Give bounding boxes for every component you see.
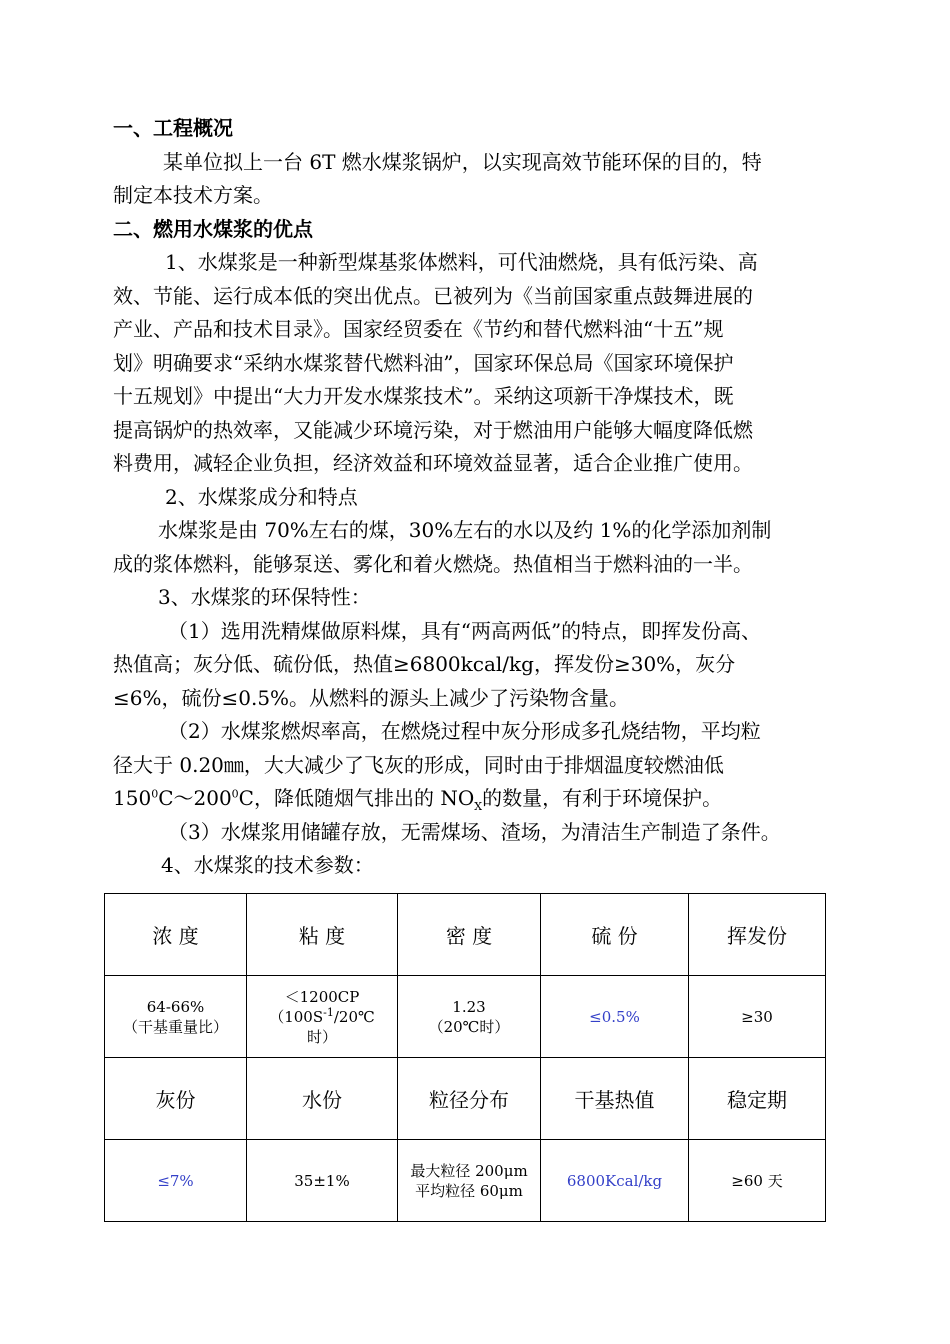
table-row — [105, 1140, 826, 1222]
paragraph-line: 十五规划》中提出“大力开发水煤浆技术”。采纳这项新干净煤技术，既 — [113, 384, 734, 408]
header-sulfur: 硫 份 — [541, 894, 689, 976]
cell-particle-size: 最大粒径 200μm 平均粒径 60μm — [398, 1140, 541, 1222]
overview-paragraph-line: 某单位拟上一台 6T 燃水煤浆锅炉，以实现高效节能环保的目的，特 — [163, 149, 762, 174]
cell-ash: ≤7% — [105, 1140, 247, 1222]
paragraph-line: 效、节能、运行成本低的突出优点。已被列为《当前国家重点鼓舞进展的 — [113, 283, 753, 308]
advantage-item-1 — [113, 246, 838, 481]
paragraph-line: 水煤浆是由 70%左右的煤，30%左右的水以及约 1%的化学添加剂制 — [158, 518, 772, 542]
section-heading-advantages: 二、燃用水煤浆的优点 — [113, 216, 313, 241]
table-header-row — [105, 1058, 826, 1140]
table-row — [105, 976, 826, 1058]
section-heading-overview: 一、工程概况 — [113, 116, 233, 140]
cell-volatile: ≥30 — [689, 976, 826, 1058]
cell-concentration: 64-66% （干基重量比） — [105, 976, 247, 1058]
cell-heat-value: 6800Kcal/kg — [541, 1140, 689, 1222]
cell-sulfur: ≤0.5% — [541, 976, 689, 1058]
advantage-item-3-title: 3、水煤浆的环保特性： — [158, 585, 371, 609]
header-viscosity: 粘 度 — [247, 894, 398, 976]
paragraph-line: 料费用，减轻企业负担，经济效益和环境效益显著，适合企业推广使用。 — [113, 451, 753, 475]
header-concentration: 浓 度 — [105, 894, 247, 976]
advantage-item-2-title: 2、水煤浆成分和特点 — [165, 484, 358, 509]
header-water: 水份 — [247, 1058, 398, 1140]
paragraph-line: 产业、产品和技术目录》。国家经贸委在《节约和替代燃料油“十五”规 — [113, 317, 724, 341]
cell-water: 35±1% — [247, 1140, 398, 1222]
overview-paragraph-line: 制定本技术方案。 — [113, 183, 273, 207]
paragraph-line-temperature: $150^0C\sim 200^0C$，降低随烟气排出的 $NO_X$的数量，有利于环境保护。 — [113, 786, 723, 813]
paragraph-line: 1、水煤浆是一种新型煤基浆体燃料，可代油燃烧，具有低污染、高 — [165, 250, 758, 274]
header-volatile: 挥发份 — [689, 894, 826, 976]
header-heat-value: 干基热值 — [541, 1058, 689, 1140]
paragraph-line: 成的浆体燃料，能够泵送、雾化和着火燃烧。热值相当于燃料油的一半。 — [113, 551, 753, 576]
document-body — [113, 112, 838, 883]
table-header-row — [105, 894, 826, 976]
paragraph-line: （1）选用洗精煤做原料煤，具有“两高两低”的特点，即挥发份高、 — [168, 618, 762, 643]
paragraph-line: 热值高；灰分低、硫份低，热值≥6800kcal/kg，挥发份≥30%，灰分 — [113, 652, 736, 676]
paragraph-line: （3）水煤浆用储罐存放，无需煤场、渣场，为清洁生产制造了条件。 — [168, 819, 781, 844]
technical-parameters-table — [104, 893, 826, 1222]
header-density: 密 度 — [398, 894, 541, 976]
cell-stability: ≥60 天 — [689, 1140, 826, 1222]
cell-viscosity: ＜1200CP （$100S^{-1}/20℃$ 时） — [247, 976, 398, 1058]
header-ash: 灰份 — [105, 1058, 247, 1140]
paragraph-line: 提高锅炉的热效率，又能减少环境污染，对于燃油用户能够大幅度降低燃 — [113, 417, 753, 442]
cell-density: 1.23 （20℃时） — [398, 976, 541, 1058]
paragraph-line: 径大于 0.20㎜，大大减少了飞灰的形成，同时由于排烟温度较燃油低 — [113, 752, 724, 777]
advantage-item-4-title: 4、水煤浆的技术参数： — [161, 853, 374, 877]
header-particle-size: 粒径分布 — [398, 1058, 541, 1140]
paragraph-line: ≤6%，硫份≤0.5%。从燃料的源头上减少了污染物含量。 — [113, 685, 630, 710]
paragraph-line: 划》明确要求“采纳水煤浆替代燃料油”，国家环保总局《国家环境保护 — [113, 350, 734, 375]
header-stability: 稳定期 — [689, 1058, 826, 1140]
paragraph-line: （2）水煤浆燃烬率高，在燃烧过程中灰分形成多孔烧结物，平均粒 — [168, 719, 761, 743]
